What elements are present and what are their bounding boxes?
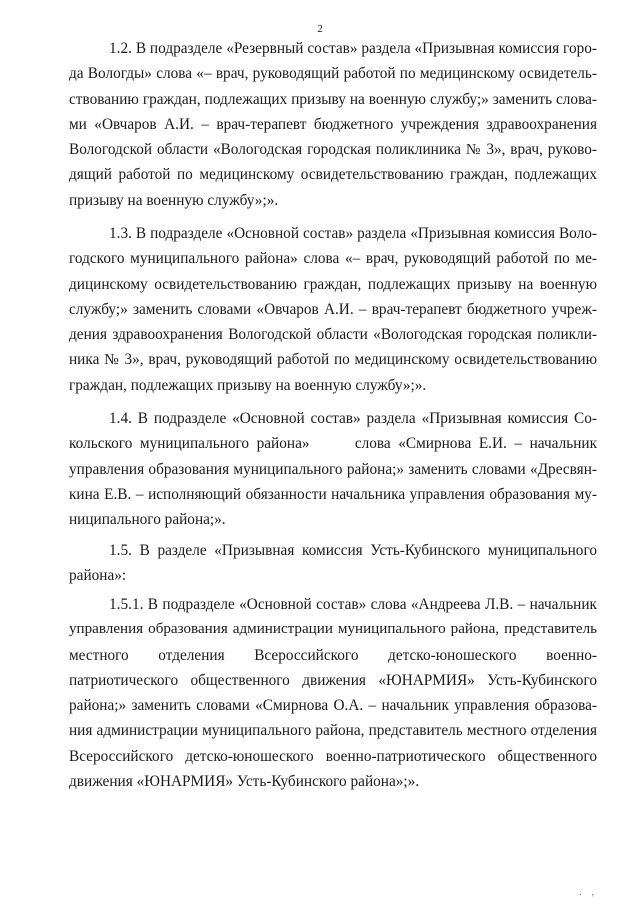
paragraph-line: дения здравоохранения Вологодской области «Вологодская городская поликли- [69,326,597,344]
paragraph-line: района;» заменить словами «Смирнова О.А. – начальник управления образова- [69,697,597,715]
paragraph-line: ми «Овчаров А.И. – врач-терапевт бюджетного учреждения здравоохранения [69,115,597,133]
paragraph-line: управления образования муниципального района;» заменить словами «Дресвян- [69,460,597,478]
paragraph-line: движения «ЮНАРМИЯ» Усть-Кубинского района»;». [69,773,420,791]
paragraph-1-4 [69,406,597,532]
paragraph-1-5 [69,538,597,589]
paragraph-line: службу;» заменить словами «Овчаров А.И. – врач-терапевт бюджетного учреж- [69,300,597,318]
paragraph-line: 1.3. В подразделе «Основной состав» раздела «Призывная комиссия Воло- [109,225,597,242]
scan-artifact-marks: . , [579,887,598,897]
paragraph-line: ствованию граждан, подлежащих призыву на военную службу;» заменить слова- [69,90,597,108]
paragraph-line: ния администрации муниципального района, представитель местного отделения [69,722,597,740]
paragraph-1-2 [69,36,597,213]
page-number: 2 [317,23,323,35]
paragraph-line: 1.5. В разделе «Призывная комиссия Усть-Кубинского муниципального [109,542,597,559]
paragraph-line: Всероссийского детско-юношеского военно-патриотического общественного [69,747,597,765]
paragraph-line: граждан, подлежащих призыву на военную службу»;». [69,376,427,394]
paragraph-1-3 [69,221,597,398]
paragraph-line: годского муниципального района» слова «– врач, руководящий работой по ме- [69,250,597,268]
paragraph-line: призыву на военную службу»;». [69,191,279,209]
paragraph-line: патриотического общественного движения «ЮНАРМИЯ» Усть-Кубинского [69,671,597,689]
paragraph-line: кина Е.В. – исполняющий обязанности начальника управления образования му- [69,485,597,503]
paragraph-1-5-1 [69,592,597,794]
paragraph-line: дицинскому освидетельствованию граждан, подлежащих призыву на военную [69,275,597,293]
paragraph-line: района»: [69,567,127,585]
paragraph-line: 1.5.1. В подразделе «Основной состав» слова «Андреева Л.В. – начальник [109,596,597,613]
paragraph-line: ниципального района;». [69,511,226,529]
paragraph-line: дящий работой по медицинскому освидетельствованию граждан, подлежащих [69,166,597,184]
paragraph-line: 1.4. В подразделе «Основной состав» раздела «Призывная комиссия Со- [109,410,597,427]
paragraph-line: управления образования администрации муниципального района, представитель [69,621,597,638]
paragraph-line: да Вологды» слова «– врач, руководящий работой по медицинскому освидетель- [69,65,597,83]
paragraph-line: Вологодской области «Вологодская городская поликлиника № 3», врач, руково- [69,141,597,159]
paragraph-line: 1.2. В подразделе «Резервный состав» раздела «Призывная комиссия горо- [109,40,597,57]
paragraph-line: кольского муниципального района» слова «Смирнова Е.И. – начальник [69,435,597,453]
paragraph-line: местного отделения Всероссийского детско-юношеского военно- [69,646,597,664]
paragraph-line: ника № 3», врач, руководящий работой по медицинскому освидетельствованию [69,351,597,369]
